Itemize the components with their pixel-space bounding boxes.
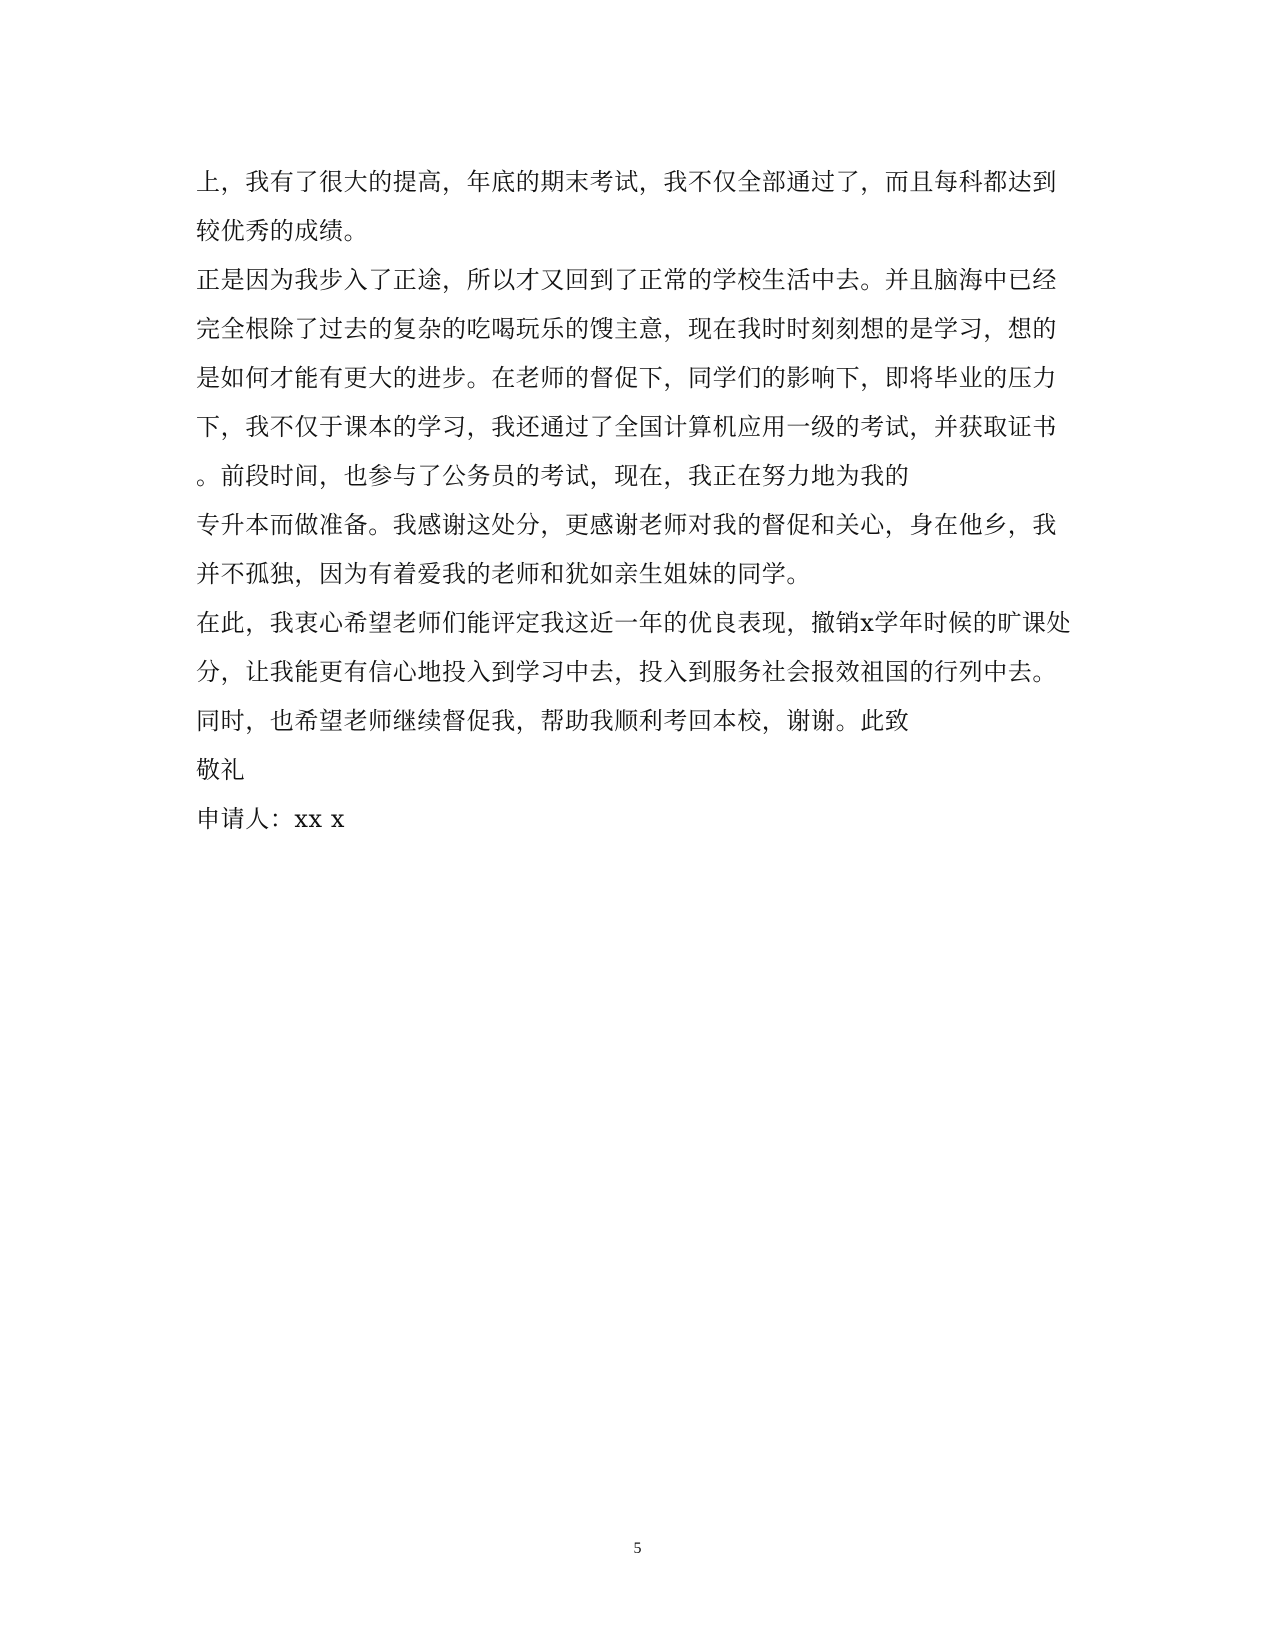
- page-number: 5: [633, 1540, 642, 1557]
- text-line-8: 专升本而做准备。我感谢这处分，更感谢老师对我的督促和关心，身在他乡，我: [196, 511, 1057, 539]
- text-line-10: 在此，我衷心希望老师们能评定我这近一年的优良表现，撤销x学年时候的旷课处: [196, 609, 1072, 637]
- applicant-signature: 申请人：xx x: [196, 805, 346, 833]
- text-line-9: 并不孤独，因为有着爱我的老师和犹如亲生姐妹的同学。: [196, 560, 811, 588]
- text-line-3: 正是因为我步入了正途，所以才又回到了正常的学校生活中去。并且脑海中已经: [196, 266, 1057, 294]
- document-body: [196, 158, 1096, 844]
- closing-salutation: 敬礼: [196, 756, 246, 784]
- text-line-4: 完全根除了过去的复杂的吃喝玩乐的馊主意，现在我时时刻刻想的是学习，想的: [196, 315, 1057, 343]
- text-line-5: 是如何才能有更大的进步。在老师的督促下，同学们的影响下，即将毕业的压力: [196, 364, 1057, 392]
- text-line-2: 较优秀的成绩。: [196, 217, 369, 245]
- text-line-1: 上，我有了很大的提高，年底的期末考试，我不仅全部通过了，而且每科都达到: [196, 168, 1057, 196]
- text-line-6: 下，我不仅于课本的学习，我还通过了全国计算机应用一级的考试，并获取证书: [196, 413, 1057, 441]
- text-line-7: 。前段时间，也参与了公务员的考试，现在，我正在努力地为我的: [196, 462, 910, 490]
- text-line-12: 同时，也希望老师继续督促我，帮助我顺利考回本校，谢谢。此致: [196, 707, 910, 735]
- text-line-11: 分，让我能更有信心地投入到学习中去，投入到服务社会报效祖国的行列中去。: [196, 658, 1057, 686]
